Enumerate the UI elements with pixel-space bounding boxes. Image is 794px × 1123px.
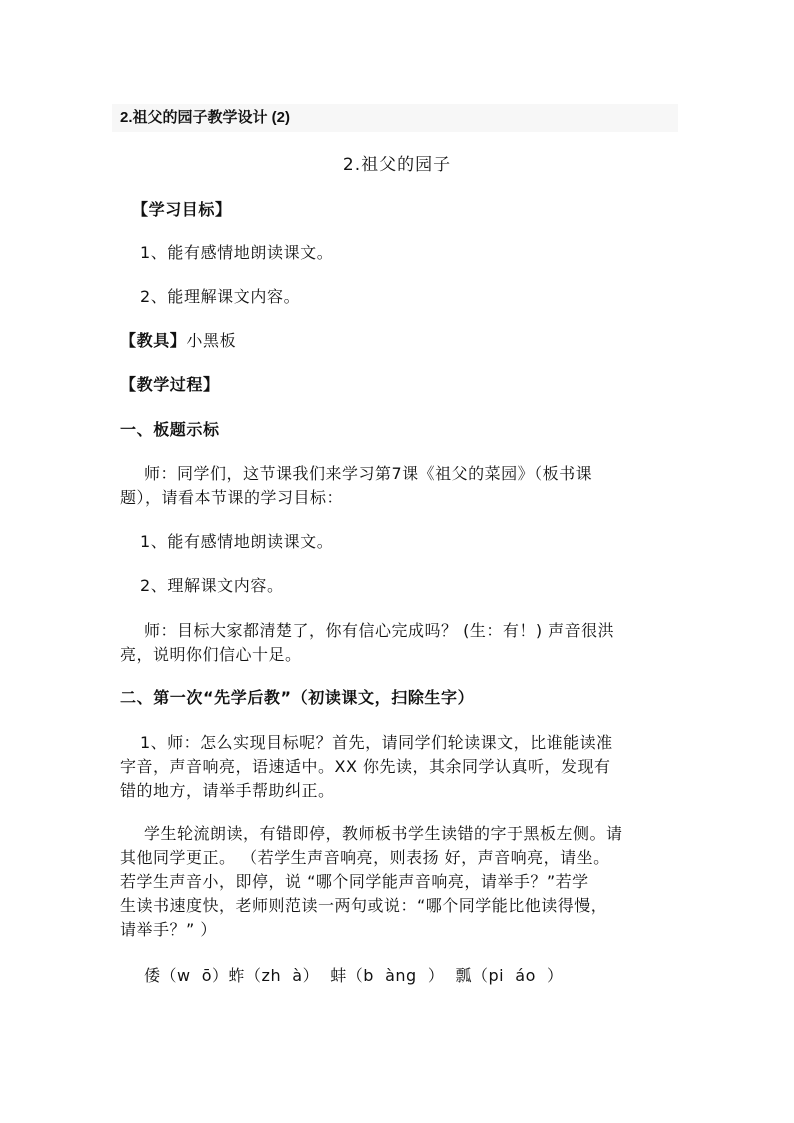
teaching-tools-label: 【教具】 [120, 331, 187, 350]
pinyin-line: 倭（w ō）蚱（zh à） 蚌（b àng ） 瓢（pi áo ） [144, 966, 564, 985]
teaching-tools-value: 小黑板 [186, 331, 237, 350]
process-heading: 【教学过程】 [120, 375, 220, 394]
section-1-paragraph-2 [120, 619, 676, 667]
section-1-paragraph-1 [120, 462, 676, 510]
section-1-heading: 一、板题示标 [120, 420, 220, 439]
paragraph-line: 若学生声音小，即停，说 “哪个同学能声音响亮，请举手？”若学 [120, 872, 589, 891]
document-header: 2.祖父的园子教学设计 (2) [112, 104, 678, 132]
paragraph-line: 请举手？” ） [120, 920, 217, 939]
lesson-title: 2.祖父的园子 [342, 155, 452, 175]
teaching-tools [120, 329, 680, 353]
section-2-paragraph-1 [120, 731, 676, 803]
paragraph-line: 题），请看本节课的学习目标： [120, 488, 344, 507]
section-2-heading: 二、第一次“先学后教”（初读课文，扫除生字） [120, 688, 475, 707]
section-2-paragraph-2 [120, 822, 676, 942]
paragraph-line: 1、师：怎么实现目标呢？首先，请同学们轮读课文，比谁能读准 [140, 733, 613, 752]
paragraph-line: 字音，声音响亮，语速适中。XX 你先读，其余同学认真听，发现有 [120, 757, 611, 776]
objectives-heading: 【学习目标】 [132, 200, 232, 219]
objective-item-2: 2、能理解课文内容。 [140, 287, 301, 306]
objective-item-1: 1、能有感情地朗读课文。 [140, 243, 334, 262]
paragraph-line: 学生轮流朗读，有错即停，教师板书学生读错的字于黑板左侧。请 [144, 824, 623, 843]
section-1-item-1: 1、能有感情地朗读课文。 [140, 532, 334, 551]
section-1-item-2: 2、理解课文内容。 [140, 576, 284, 595]
paragraph-line: 师：同学们，这节课我们来学习第7课《祖父的菜园》（板书课 [144, 464, 593, 483]
paragraph-line: 师：目标大家都清楚了，你有信心完成吗？ (生：有！) 声音很洪 [144, 621, 615, 640]
paragraph-line: 生读书速度快，老师则范读一两句或说：“哪个同学能比他读得慢， [120, 896, 608, 915]
paragraph-line: 错的地方，请举手帮助纠正。 [120, 781, 335, 800]
paragraph-line: 其他同学更正。 （若学生声音响亮，则表扬 好，声音响亮，请坐。 [120, 848, 610, 867]
paragraph-line: 亮，说明你们信心十足。 [120, 645, 302, 664]
